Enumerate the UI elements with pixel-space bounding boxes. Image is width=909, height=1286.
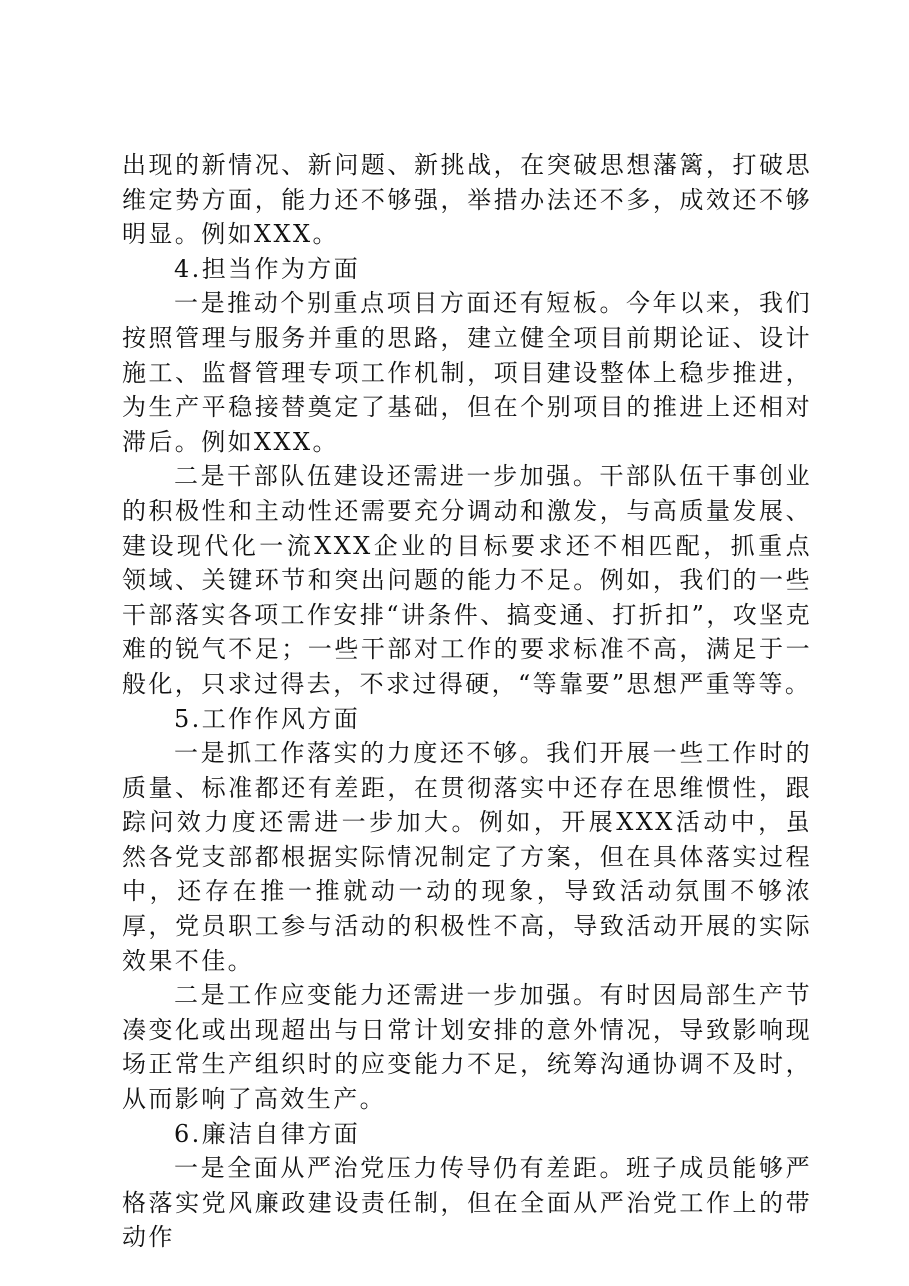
paragraph: 一是推动个别重点项目方面还有短板。今年以来，我们按照管理与服务并重的思路，建立健全项目前期论证、设计施工、监督管理专项工作机制，项目建设整体上稳步推进，为生产平稳接替奠定了基础，但在个别项目的推进上还相对滞后。例如XXX。: [122, 289, 812, 456]
paragraph: 二是工作应变能力还需进一步加强。有时因局部生产节凑变化或出现超出与日常计划安排的意外情况，导致影响现场正常生产组织时的应变能力不足，统筹沟通协调不及时，从而影响了高效生产。: [122, 981, 812, 1114]
paragraph-continued: 出现的新情况、新问题、新挑战，在突破思想藩篱，打破思维定势方面，能力还不够强，举措办法还不多，成效还不够明显。例如XXX。: [122, 151, 812, 249]
section-heading-5: 5.工作作风方面: [174, 704, 361, 733]
section-heading-4: 4.担当作为方面: [174, 254, 361, 283]
paragraph: 二是干部队伍建设还需进一步加强。干部队伍干事创业的积极性和主动性还需要充分调动和激发，与高质量发展、建设现代化一流XXX企业的目标要求还不相匹配，抓重点领域、关键环节和突出问题的能力不足。例如，我们的一些干部落实各项工作安排“讲条件、搞变通、打折扣”，攻坚克难的锐气不足；一些干部对工作的要求标准不高，满足于一般化，只求过得去，不求过得硬，“等靠要”思想严重等等。: [122, 462, 812, 698]
paragraph: 一是抓工作落实的力度还不够。我们开展一些工作时的质量、标准都还有差距，在贯彻落实中还存在思维惯性，跟踪问效力度还需进一步加大。例如，开展XXX活动中，虽然各党支部都根据实际情况制定了方案，但在具体落实过程中，还存在推一推就动一动的现象，导致活动氛围不够浓厚，党员职工参与活动的积极性不高，导致活动开展的实际效果不佳。: [122, 739, 812, 975]
document-body: [122, 148, 812, 1255]
paragraph: 一是全面从严治党压力传导仍有差距。班子成员能够严格落实党风廉政建设责任制，但在全面从严治党工作上的带动作: [122, 1154, 812, 1252]
section-heading-6: 6.廉洁自律方面: [174, 1119, 361, 1148]
